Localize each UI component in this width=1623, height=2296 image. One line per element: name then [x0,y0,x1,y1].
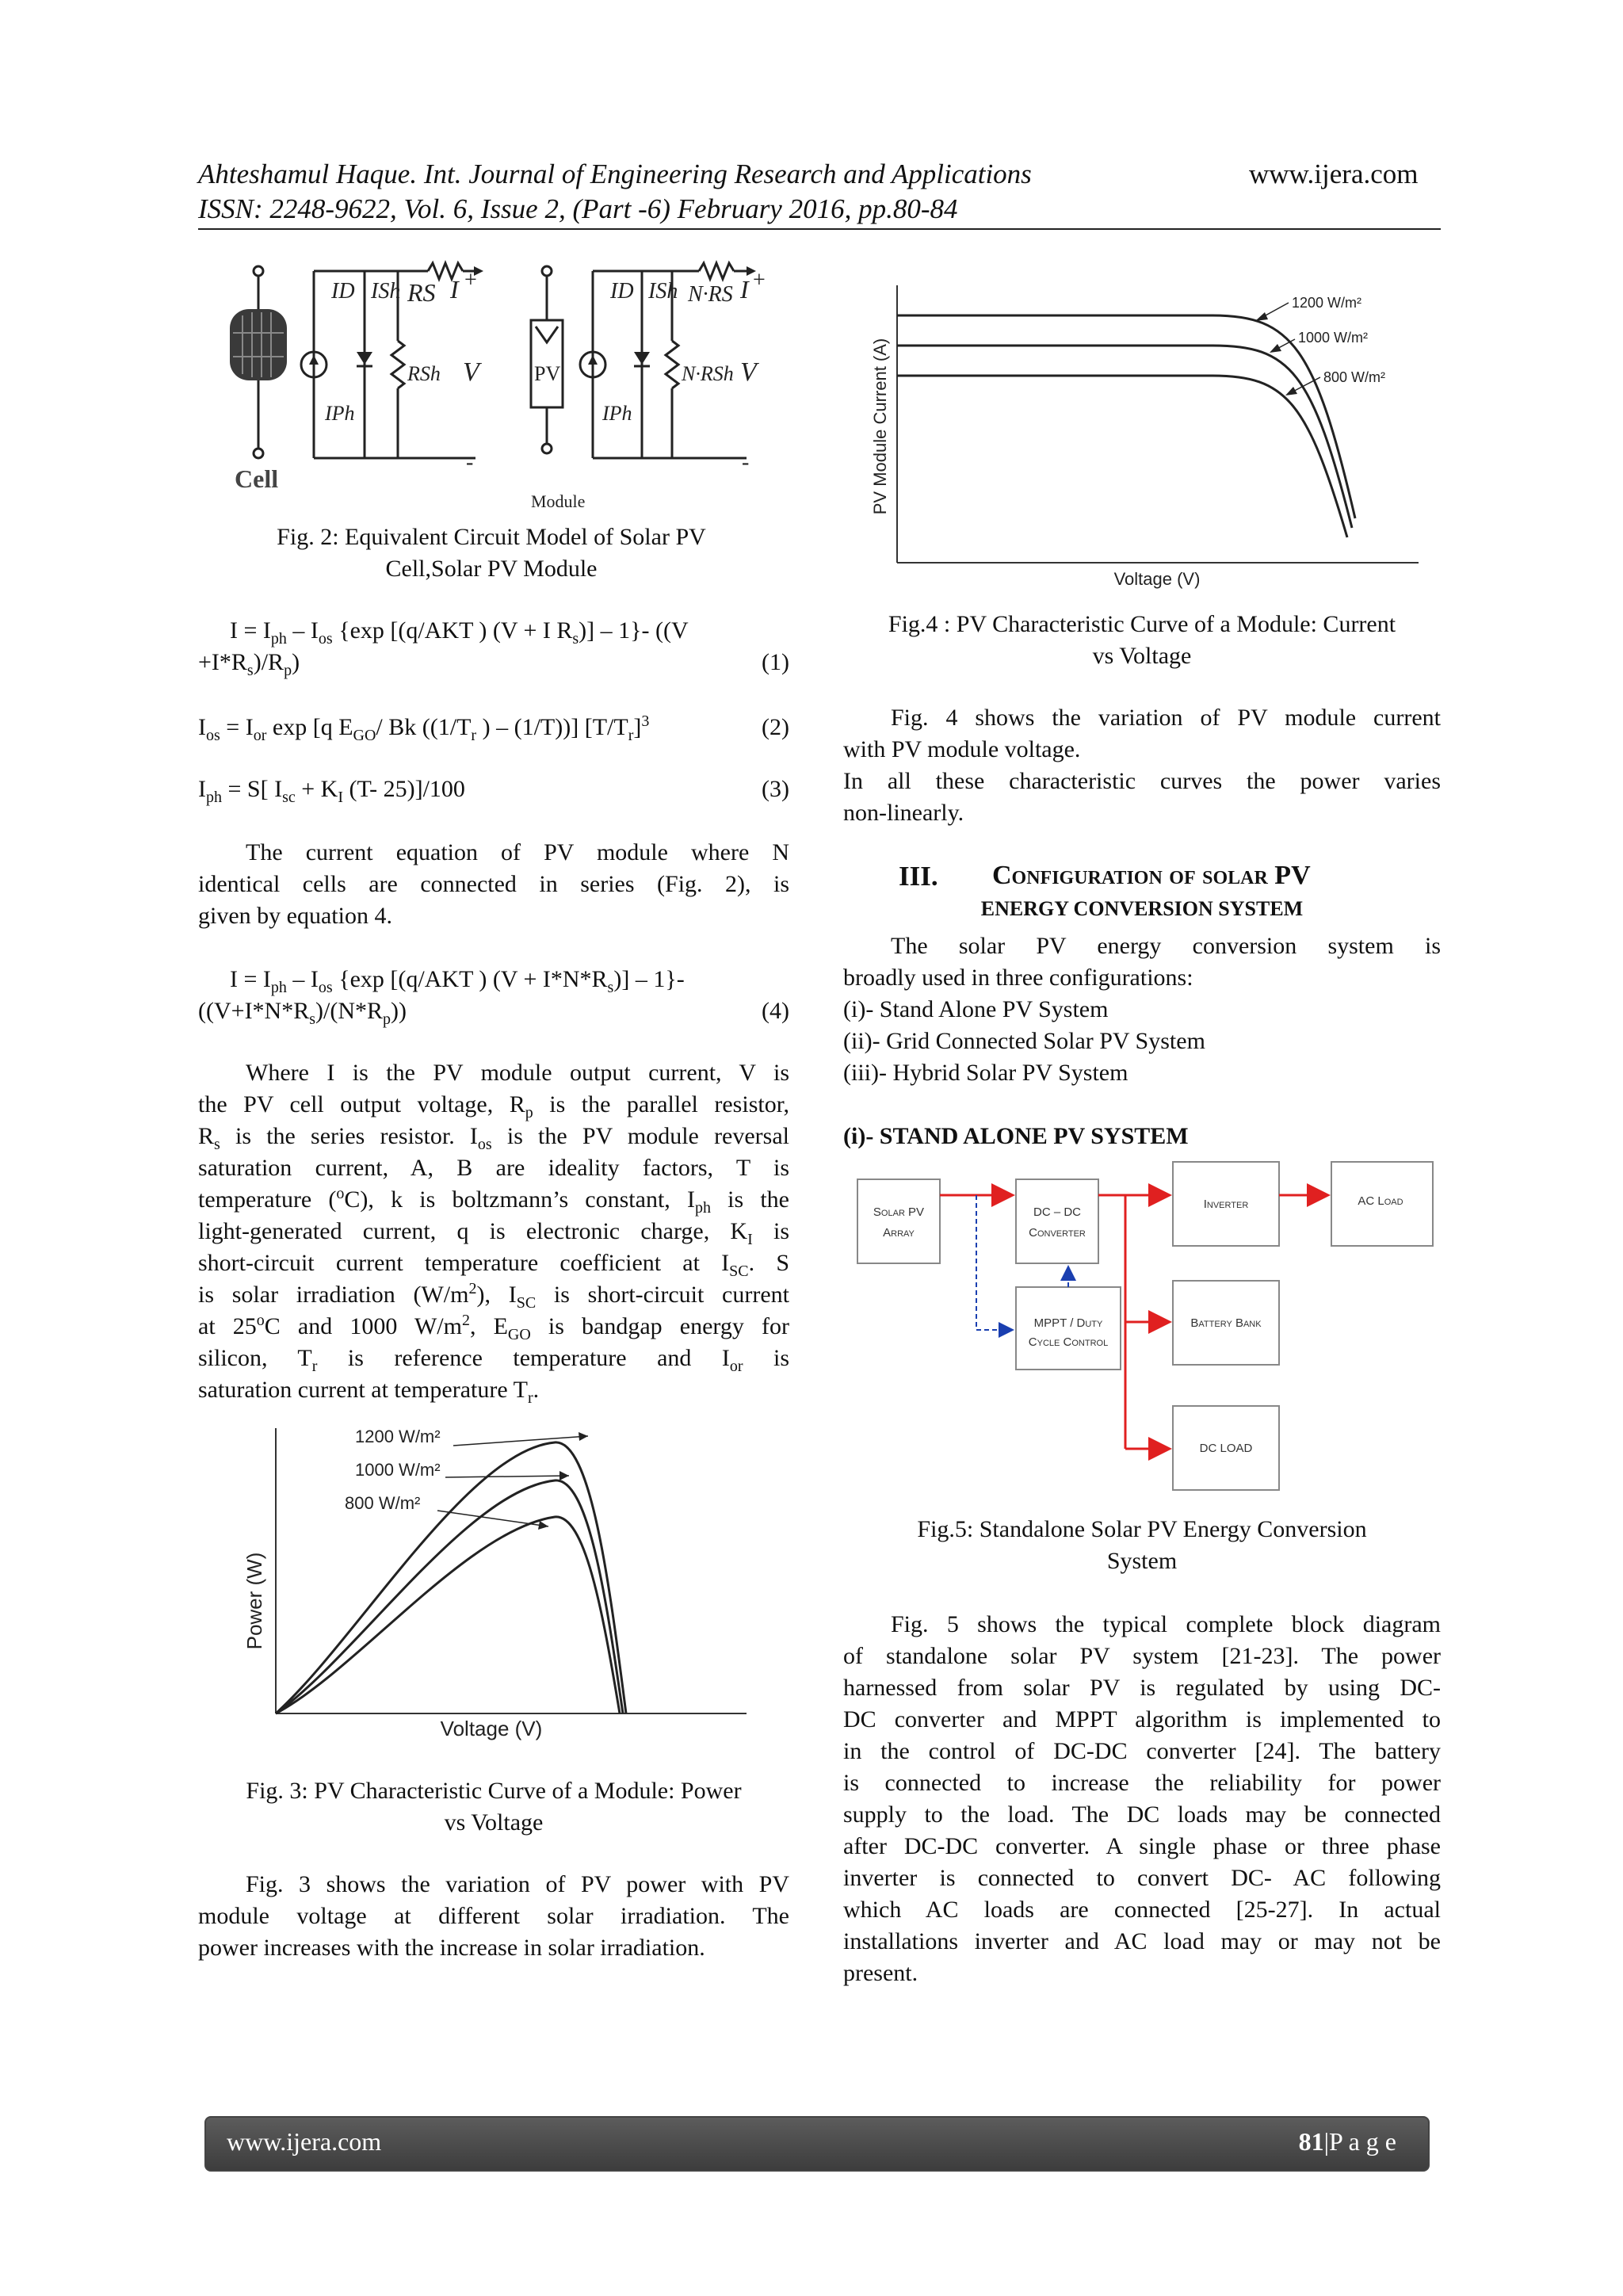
dc-dc-converter-block [1016,1179,1098,1263]
header-website[interactable]: www.ijera.com [1249,159,1419,189]
paragraph-fig5-description: Fig. 5 shows the typical complete block diagram of standalone solar PV system [21-23]. The power harnessed from solar PV is regulated by using DC- DC converter and MPPT algorithm is implemented to in the control of DC-DC converter [24]. The battery is connected to increase the reliability for power supply to the load. The DC loads may be connected after DC-DC converter. A single phase or three phase inverter is connected to convert DC- AC following which AC loads are connected [25-27]. In actual installations inverter and AC load may or may not be present. [843,1611,1441,1986]
eq2-number: (2) [762,714,789,740]
section-title-line1: Configuration of solar PV [992,861,1311,890]
subsection-heading: (i)- STAND ALONE PV SYSTEM [843,1123,1189,1149]
header-rule [198,228,1441,230]
standalone-block-diagram [856,1160,1434,1506]
svg-text:Converter: Converter [1029,1226,1086,1240]
eq1-number: (1) [762,649,789,675]
page-footer [204,2116,1430,2172]
svg-text:Solar PV: Solar PV [873,1205,925,1219]
svg-text:IPh: IPh [602,402,632,425]
section-title-line2: ENERGY CONVERSION SYSTEM [980,897,1304,920]
svg-text:ID: ID [331,279,355,304]
footer-website[interactable]: www.ijera.com [227,2127,382,2156]
svg-text:DC – DC: DC – DC [1033,1205,1082,1219]
svg-text:+: + [753,268,766,292]
svg-text:DC LOAD: DC LOAD [1199,1442,1253,1455]
svg-text:I: I [450,275,459,304]
equation-2: $I_{os} = I_{or}$ exp [q $E_{GO}/$ Bk (($1/T_r$ ) – (1/T))] $[T/T_r]^3$ (2) [198,712,789,744]
config-item-1: (i)- Stand Alone PV System [843,996,1109,1022]
config-item-2: (ii)- Grid Connected Solar PV System [843,1028,1205,1054]
solar-cell-icon [230,266,287,493]
paragraph-eq4-intro: The current equation of PV module where N identical cells are connected in series (Fig. 2), is given by equation 4. [198,839,789,929]
solar-pv-array-block [857,1179,940,1263]
equation-3: $I_{ph} = S$[ $I_{sc} + K_I$ (T- 25)]/100 (3) [198,774,789,805]
series-label-1200: 1200 W/m² [355,1427,441,1446]
series-label-1200: 1200 W/m² [1292,295,1362,311]
svg-text:I: I [740,275,749,304]
power-voltage-chart [230,1419,753,1752]
power-curve-1 [276,1442,626,1713]
fig2-caption: Fig. 2: Equivalent Circuit Model of Solar PV Cell,Solar PV Module [277,524,706,582]
series-label-800: 800 W/m² [345,1493,421,1513]
current-curve-3 [897,376,1347,537]
svg-text:-: - [742,450,750,475]
current-curves [897,315,1355,537]
svg-text:RS: RS [407,278,436,307]
svg-text:MPPT / Duty: MPPT / Duty [1033,1316,1103,1330]
eq4-number: (4) [762,998,789,1024]
issn-line: ISSN: 2248-9622, Vol. 6, Issue 2, (Part -6) February 2016, pp.80-84 [198,193,958,224]
current-curve-2 [897,346,1352,528]
fig5-caption: Fig.5: Standalone Solar PV Energy Conversion System [917,1516,1367,1574]
svg-text:PV: PV [534,362,561,385]
x-axis-label: Voltage (V) [1113,569,1201,589]
equation-4: $I = I_{ph} - I_{os}$ {exp [(q/AKT ) $(V + I*N*R_s)] - 1\}-$ $((V+I*N*R_s)/(N*R_p))$ (4) [198,966,789,1028]
series-label-800: 800 W/m² [1323,369,1386,385]
svg-text:V: V [463,357,479,387]
svg-text:IPh: IPh [325,402,355,425]
svg-text:Battery Bank: Battery Bank [1190,1316,1262,1330]
cell-label: Cell [235,464,279,493]
svg-text:Cycle Control: Cycle Control [1028,1335,1109,1349]
svg-text:+: + [464,268,477,292]
svg-text:ISh: ISh [648,279,678,304]
svg-text:RSh: RSh [407,362,441,385]
fig4-caption: Fig.4 : PV Characteristic Curve of a Module: Current vs Voltage [888,611,1396,669]
svg-text:ISh: ISh [371,279,401,304]
y-axis-label: PV Module Current (A) [870,338,890,515]
svg-text:V: V [740,357,757,387]
fig3-caption: Fig. 3: PV Characteristic Curve of a Module: Power vs Voltage [246,1778,742,1836]
power-curves [276,1442,626,1713]
equation-1: $I = I_{ph} - I_{os}$ {exp [(q/AKT ) (V + I $R_s)] - 1\}-$ ((V $+I*R_s)/R_p$) (1) [198,617,789,679]
journal-citation: Ahteshamul Haque. Int. Journal of Engineering Research and Applications [198,159,1032,189]
svg-text:Array: Array [883,1226,915,1240]
svg-text:N·RSh: N·RSh [682,362,734,385]
equivalent-circuit-figure [214,254,800,515]
x-axis-label: Voltage (V) [440,1717,543,1740]
svg-text:AC Load: AC Load [1358,1194,1403,1208]
y-axis-label: Power (W) [242,1552,266,1650]
module-label: Module [531,491,586,511]
svg-text:Inverter: Inverter [1203,1198,1249,1211]
svg-text:-: - [466,450,474,475]
eq3-number: (3) [762,776,789,802]
svg-text:ID: ID [610,279,634,304]
paragraph-fig3-description: Fig. 3 shows the variation of PV power with PV module voltage at different solar irradiation. The power increases with the increase in solar irradiation. [198,1871,789,1961]
diode-icon [357,352,372,365]
series-label-1000: 1000 W/m² [1298,330,1369,346]
paragraph-fig4-description: Fig. 4 shows the variation of PV module current with PV module voltage. In all these characteristic curves the power varies non-linearly. [843,705,1441,826]
current-voltage-chart [864,276,1434,593]
series-label-1000: 1000 W/m² [355,1460,441,1480]
page-number: 81|P a g e [1298,2127,1396,2156]
config-item-3: (iii)- Hybrid Solar PV System [843,1060,1128,1086]
pv-module-icon [531,266,563,453]
paragraph-variable-definitions: Where I is the PV module output current, V is the PV cell output voltage, $R_p$ is the parallel resistor, $R_s$ is the series resistor. $I_{os}$ is the PV module reversal saturation current, A, B are ideality factors, T is temperature ($^o$C), k is boltzmann’s constant, $I_{ph}$ is the light-generated current, q is electronic charge, $K_I$ is short-circuit current temperature coefficient at $I_{SC}$. S is solar irradiation $(W/m^2)$, $I_{SC}$ is short-circuit current at 25$^o$C and 1000 $W/m^2$, $E_{GO}$ is bandgap energy for silicon, $T_r$ is reference temperature and $I_{or}$ is saturation current at temperature $T_r$. [198,1060,790,1407]
paragraph-configurations: The solar PV energy conversion system is broadly used in three configurations: (i)- Stand Alone PV System (ii)- Grid Connected Solar PV System (iii)- Hybrid Solar PV System [843,930,1441,1089]
svg-text:N·RS: N·RS [688,282,733,307]
section-number: III. [899,861,938,892]
